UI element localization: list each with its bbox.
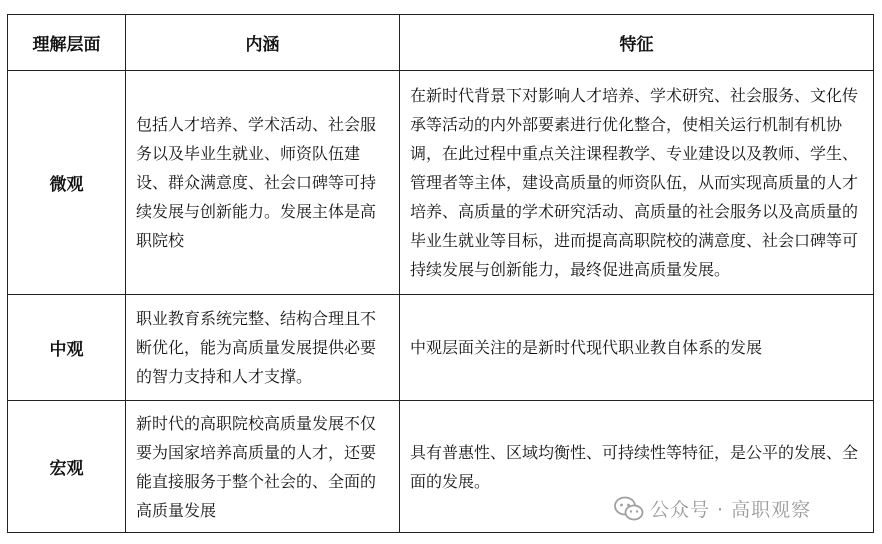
header-feature: 特征 [400, 15, 874, 71]
header-meaning: 内涵 [126, 15, 400, 71]
wechat-icon [614, 496, 644, 522]
watermark [614, 495, 811, 522]
header-level: 理解层面 [8, 15, 126, 71]
meaning-cell: 包括人才培养、学术活动、社会服务以及毕业生就业、师资队伍建设、群众满意度、社会口碑等可持续发展与创新能力。发展主体是高职院校 [126, 71, 400, 295]
feature-cell: 具有普惠性、区域均衡性、可持续性等特征，是公平的发展、全面的发展。 [400, 401, 874, 533]
level-cell: 宏观 [8, 401, 126, 533]
comparison-table [7, 14, 874, 533]
level-cell: 中观 [8, 295, 126, 401]
table-row-meso [8, 295, 874, 401]
watermark-text: 公众号 · 高职观察 [650, 499, 812, 521]
table-row-micro [8, 71, 874, 295]
level-cell: 微观 [8, 71, 126, 295]
feature-cell: 中观层面关注的是新时代现代职业教自体系的发展 [400, 295, 874, 401]
feature-cell: 在新时代背景下对影响人才培养、学术研究、社会服务、文化传承等活动的内外部要素进行优化整合，使相关运行机制有机协调，在此过程中重点关注课程教学、专业建设以及教师、学生、管理者等主体，建设高质量的师资队伍，从而实现高质量的人才培养、高质量的学术研究活动、高质量的社会服务以及高质量的毕业生就业等目标，进而提高高职院校的满意度、社会口碑等可持续发展与创新能力，最终促进高质量发展。 [400, 71, 874, 295]
meaning-cell: 新时代的高职院校高质量发展不仅要为国家培养高质量的人才，还要能直接服务于整个社会的、全面的高质量发展 [126, 401, 400, 533]
table-header-row [8, 15, 874, 71]
meaning-cell: 职业教育系统完整、结构合理且不断优化，能为高质量发展提供必要的智力支持和人才支撑。 [126, 295, 400, 401]
